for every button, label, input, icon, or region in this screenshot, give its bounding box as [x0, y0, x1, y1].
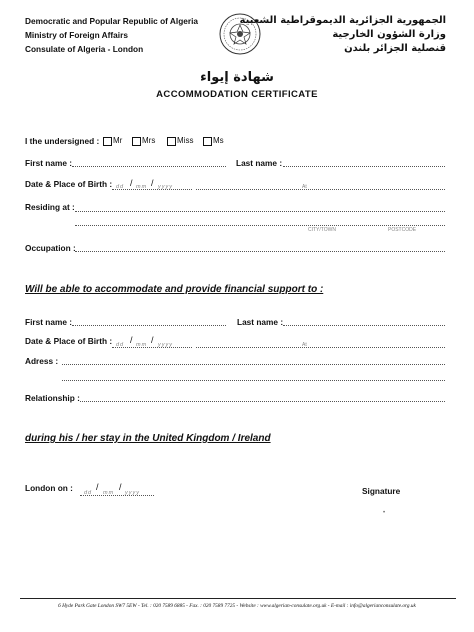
header-ministry: Ministry of Foreign Affairs — [25, 30, 128, 40]
guest-mm-hint: mm — [136, 342, 148, 348]
date-separator: / — [151, 178, 154, 188]
undersigned-label: I the undersigned : — [25, 136, 100, 146]
signoff-mm-hint: mm — [103, 490, 115, 496]
relationship-label: Relationship : — [25, 393, 80, 403]
host-last-name-field[interactable] — [283, 166, 445, 167]
host-first-name-field[interactable] — [72, 166, 226, 167]
checkbox-miss[interactable] — [167, 137, 176, 146]
host-first-name-label: First name : — [25, 158, 73, 168]
guest-at-hint: At — [302, 342, 307, 348]
host-birth-place-field[interactable] — [196, 189, 445, 190]
section-heading-support: Will be able to accommodate and provide financial support to : — [25, 284, 324, 295]
address-label: Adress : — [25, 356, 59, 366]
checkbox-mrs-label: Mrs — [142, 136, 156, 145]
guest-yyyy-hint: yyyy — [158, 342, 173, 348]
header-ministry-ar: وزارة الشؤون الخارجية — [332, 29, 446, 40]
date-separator: / — [151, 335, 154, 345]
guest-last-name-field[interactable] — [283, 325, 445, 326]
host-at-hint: At — [302, 184, 307, 190]
header-consulate: Consulate of Algeria - London — [25, 44, 144, 54]
city-hint: CITY/TOWN — [308, 227, 336, 233]
guest-first-name-field[interactable] — [72, 325, 226, 326]
residing-label: Residing at : — [25, 202, 75, 212]
checkbox-mrs[interactable] — [132, 137, 141, 146]
footer-contact: 6 Hyde Park Gate London SW7 5EW - Tel. : 020 7589 6885 - Fax. : 020 7589 7725 - Website : www.algerian-consulate.org.uk - E-mail : info@algerianconsulate.org.uk — [58, 603, 416, 609]
guest-birth-label: Date & Place of Birth : — [25, 336, 113, 346]
checkbox-ms[interactable] — [203, 137, 212, 146]
occupation-field[interactable] — [75, 251, 445, 252]
postcode-hint: POSTCODE — [388, 227, 417, 233]
title-english: ACCOMMODATION CERTIFICATE — [156, 89, 318, 100]
section-heading-stay: during his / her stay in the United Kingdom / Ireland — [25, 433, 271, 444]
occupation-label: Occupation : — [25, 243, 76, 253]
date-separator: / — [96, 482, 99, 492]
checkbox-ms-label: Ms — [213, 136, 224, 145]
footer-divider — [20, 598, 456, 599]
checkbox-mr[interactable] — [103, 137, 112, 146]
london-on-label: London on : — [25, 483, 73, 493]
address-line-1-field[interactable] — [62, 364, 445, 365]
host-yyyy-hint: yyyy — [158, 184, 173, 190]
signoff-dd-hint: dd — [84, 490, 93, 496]
title-arabic: شهادة إيواء — [200, 70, 274, 85]
guest-first-name-label: First name : — [25, 317, 73, 327]
host-dd-hint: dd — [116, 184, 125, 190]
date-separator: / — [119, 482, 122, 492]
guest-dd-hint: dd — [116, 342, 125, 348]
header-right — [240, 14, 447, 56]
host-birth-label: Date & Place of Birth : — [25, 179, 113, 189]
header-left — [25, 14, 198, 56]
relationship-field[interactable] — [80, 401, 445, 402]
host-last-name-label: Last name : — [236, 158, 283, 168]
residing-line-1-field[interactable] — [75, 211, 445, 212]
header-consulate-ar: قنصلية الجزائر بلندن — [344, 43, 446, 54]
date-separator: / — [130, 178, 133, 188]
date-separator: / — [130, 335, 133, 345]
guest-last-name-label: Last name : — [237, 317, 284, 327]
signature-label: Signature — [362, 486, 401, 496]
host-mm-hint: mm — [136, 184, 148, 190]
header-country: Democratic and Popular Republic of Algeria — [25, 16, 199, 26]
checkbox-mr-label: Mr — [113, 136, 123, 145]
signature-area-mark[interactable]: • — [383, 510, 386, 516]
header-country-ar: الجمهورية الجزائرية الديموقراطية الشعبية — [239, 15, 446, 26]
address-line-2-field[interactable] — [62, 380, 445, 381]
signoff-yyyy-hint: yyyy — [125, 490, 140, 496]
checkbox-miss-label: Miss — [177, 136, 194, 145]
guest-birth-place-field[interactable] — [196, 347, 445, 348]
residing-line-2-field[interactable] — [75, 225, 445, 226]
